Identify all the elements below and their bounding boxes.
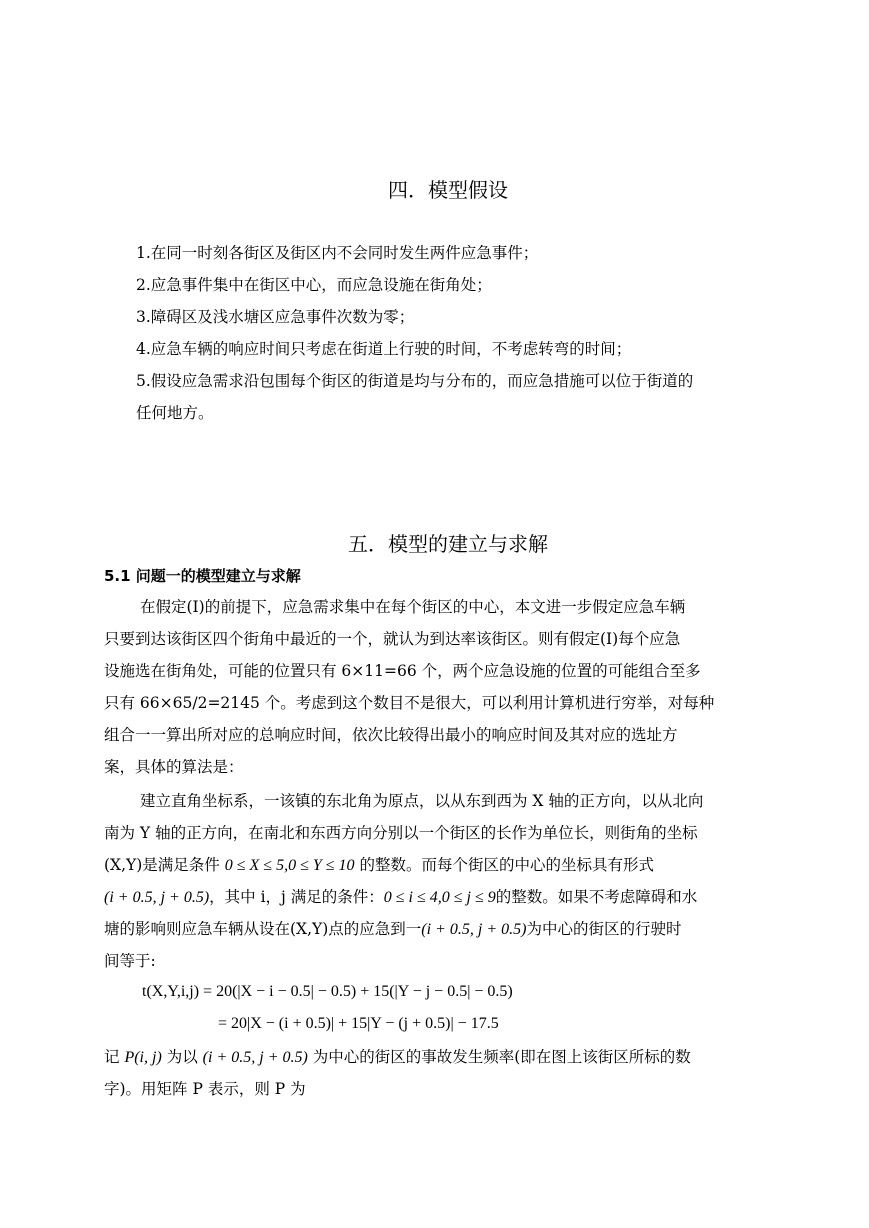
- assumption-item: 4.应急车辆的响应时间只考虑在街道上行驶的时间，不考虑转弯的时间；: [136, 340, 632, 358]
- paragraph-line: 组合一一算出所对应的总响应时间，依次比较得出最小的响应时间及其对应的选址方: [104, 726, 678, 744]
- text-run: 塘的影响则应急车辆从设在(X,Y)点的应急到一: [104, 920, 422, 938]
- paragraph-line: 间等于:: [104, 952, 156, 970]
- paragraph-line: [104, 1047, 691, 1068]
- inline-math: 0 ≤ i ≤ 4,0 ≤ j ≤ 9: [383, 889, 496, 906]
- assumption-item: 1.在同一时刻各街区及街区内不会同时发生两件应急事件；: [136, 244, 539, 262]
- text-run: 记: [104, 1048, 120, 1066]
- paragraph-line: 案，具体的算法是：: [104, 758, 244, 776]
- inline-math: P(i, j): [124, 1049, 162, 1066]
- assumption-item: 5.假设应急需求沿包围每个街区的街道是均与分布的，而应急措施可以位于街道的: [136, 372, 694, 390]
- subsection-title: 5.1 问题一的模型建立与求解: [104, 567, 301, 585]
- paragraph-line: [104, 887, 697, 908]
- paragraph-line: 建立直角坐标系，一该镇的东北角为原点，以从东到西为 X 轴的正方向，以从北向: [140, 792, 704, 810]
- text-run: (X,Y)是满足条件: [104, 856, 220, 874]
- paragraph-line: 只有 66×65/2=2145 个。考虑到这个数目不是很大，可以利用计算机进行穷举，对每种: [104, 694, 715, 712]
- paragraph-line: [104, 855, 654, 876]
- paragraph-line: 南为 Y 轴的正方向，在南北和东西方向分别以一个街区的长作为单位长，则街角的坐标: [104, 824, 698, 842]
- assumption-item-continuation: 任何地方。: [136, 404, 214, 422]
- text-run: ，其中 i，j 满足的条件：: [209, 888, 384, 906]
- inline-math: (i + 0.5, j + 0.5): [104, 889, 210, 906]
- assumption-item: 2.应急事件集中在街区中心，而应急设施在街角处；: [136, 276, 492, 294]
- inline-math: (i + 0.5, j + 0.5): [202, 1049, 308, 1066]
- text-run: 为中心的街区的行驶时: [526, 920, 682, 938]
- paragraph-line: 在假定(I)的前提下，应急需求集中在每个街区的中心，本文进一步假定应急车辆: [140, 598, 686, 616]
- inline-math: (i + 0.5, j + 0.5): [421, 921, 527, 938]
- text-run: 的整数。如果不考虑障碍和水: [495, 888, 698, 906]
- text-run: 的整数。而每个街区的中心的坐标具有形式: [359, 856, 654, 874]
- paragraph-line: 只要到达该街区四个街角中最近的一个，就认为到达率该街区。则有假定(I)每个应急: [104, 630, 681, 648]
- text-run: 为以: [166, 1048, 198, 1066]
- text-run: 为中心的街区的事故发生频率(即在图上该街区所标的数: [312, 1048, 691, 1066]
- equation-line-1: t(X,Y,i,j) = 20(|X − i − 0.5| − 0.5) + 15(|Y − j − 0.5| − 0.5): [142, 983, 513, 1000]
- section-5-title: 五．模型的建立与求解: [348, 532, 548, 556]
- inline-math: 0 ≤ X ≤ 5,0 ≤ Y ≤ 10: [224, 857, 355, 874]
- section-4-title: 四．模型假设: [388, 178, 508, 202]
- equation-line-2: = 20|X − (i + 0.5)| + 15|Y − (j + 0.5)| − 17.5: [218, 1015, 499, 1032]
- paragraph-line: 设施选在街角处，可能的位置只有 6×11=66 个，两个应急设施的位置的可能组合至多: [104, 662, 701, 680]
- paragraph-line: 字)。用矩阵 P 表示，则 P 为: [104, 1080, 306, 1098]
- assumption-item: 3.障碍区及浅水塘区应急事件次数为零；: [136, 308, 415, 326]
- paragraph-line: [104, 919, 681, 940]
